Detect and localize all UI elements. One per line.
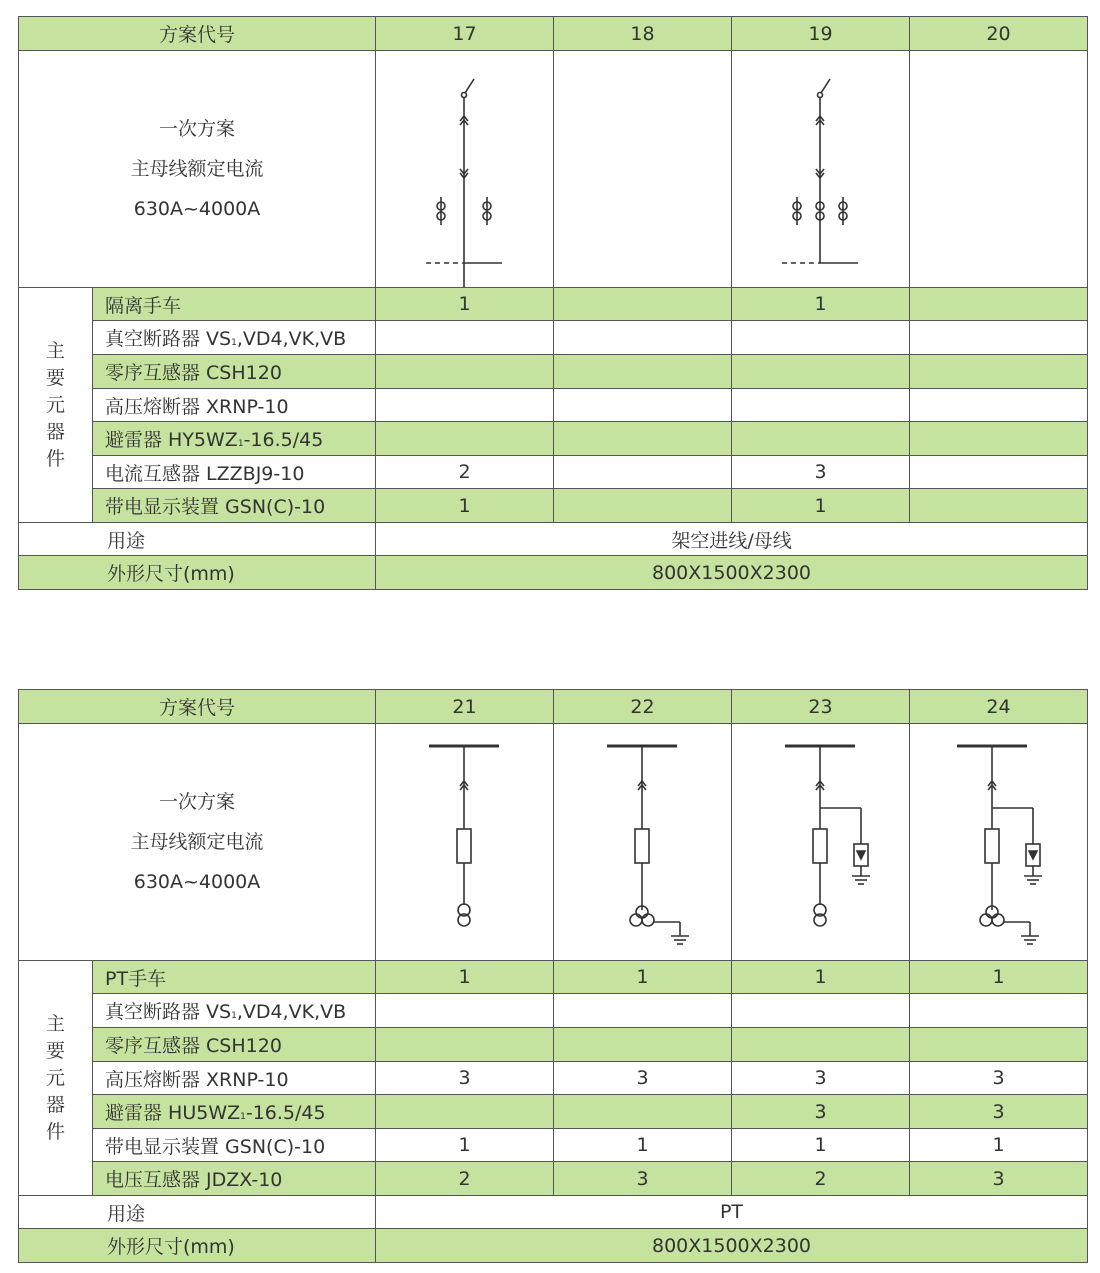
component-row xyxy=(19,1028,1088,1062)
diagram-23 xyxy=(732,724,910,961)
component-value xyxy=(732,422,910,456)
component-value: 1 xyxy=(910,961,1088,994)
component-value xyxy=(554,1095,732,1129)
usage-row xyxy=(19,523,1088,556)
diagram-label-line: 主母线额定电流 xyxy=(130,831,264,853)
diagram-22 xyxy=(554,724,732,961)
component-value: 1 xyxy=(732,961,910,994)
scheme-number: 21 xyxy=(376,690,554,724)
size-value: 800X1500X2300 xyxy=(376,556,1088,590)
component-value: 1 xyxy=(376,489,554,523)
component-value: 2 xyxy=(376,456,554,489)
component-name: 带电显示装置 GSN(C)-10 xyxy=(93,489,376,523)
component-value: 2 xyxy=(376,1162,554,1196)
diagram-17 xyxy=(376,51,554,288)
component-name: 高压熔断器 XRNP-10 xyxy=(93,389,376,422)
component-value xyxy=(910,422,1088,456)
component-value xyxy=(376,1028,554,1062)
diagram-label-line: 630A~4000A xyxy=(133,871,261,893)
component-value xyxy=(554,1028,732,1062)
diagram-label-line: 一次方案 xyxy=(159,118,236,140)
diagram-21 xyxy=(376,724,554,961)
component-value: 1 xyxy=(732,1129,910,1162)
component-name: 真空断路器 VS1,VD4,VK,VB xyxy=(93,321,376,355)
usage-value: PT xyxy=(376,1196,1088,1229)
scheme-number: 22 xyxy=(554,690,732,724)
component-value: 1 xyxy=(910,1129,1088,1162)
component-value: 1 xyxy=(554,1129,732,1162)
component-name: 真空断路器 VS1,VD4,VK,VB xyxy=(93,994,376,1028)
header-row xyxy=(19,17,1088,51)
size-value: 800X1500X2300 xyxy=(376,1229,1088,1263)
component-value xyxy=(910,1028,1088,1062)
usage-row xyxy=(19,1196,1088,1229)
component-value xyxy=(910,355,1088,389)
component-row xyxy=(19,422,1088,456)
category-label: 主 要 元 器 件 xyxy=(19,961,93,1196)
usage-label: 用途 xyxy=(19,523,376,556)
component-value xyxy=(554,288,732,321)
isolation-trolley-ct2-diagram xyxy=(376,51,554,287)
component-name: 避雷器 HU5WZ1-16.5/45 xyxy=(93,1095,376,1129)
component-value xyxy=(554,389,732,422)
component-value: 3 xyxy=(554,1162,732,1196)
component-row xyxy=(19,961,1088,994)
component-value xyxy=(732,994,910,1028)
diagram-label-line: 630A~4000A xyxy=(133,198,261,220)
scheme-number: 19 xyxy=(732,17,910,51)
diagram-label xyxy=(19,724,376,961)
component-row xyxy=(19,389,1088,422)
component-value xyxy=(910,994,1088,1028)
component-row xyxy=(19,456,1088,489)
component-value: 3 xyxy=(910,1062,1088,1095)
component-row xyxy=(19,1129,1088,1162)
diagram-row xyxy=(19,51,1088,288)
component-value: 1 xyxy=(376,1129,554,1162)
pt-arrester-three-winding-diagram xyxy=(910,724,1088,960)
component-value xyxy=(732,389,910,422)
usage-label: 用途 xyxy=(19,1196,376,1229)
header-row xyxy=(19,690,1088,724)
component-value xyxy=(732,321,910,355)
component-row xyxy=(19,288,1088,321)
component-value xyxy=(910,321,1088,355)
component-name: 避雷器 HY5WZ1-16.5/45 xyxy=(93,422,376,456)
component-value: 3 xyxy=(376,1062,554,1095)
size-row xyxy=(19,556,1088,590)
diagram-label xyxy=(19,51,376,288)
component-name: 高压熔断器 XRNP-10 xyxy=(93,1062,376,1095)
component-value xyxy=(376,422,554,456)
diagram-24 xyxy=(910,724,1088,961)
header-label: 方案代号 xyxy=(19,17,376,51)
diagram-row xyxy=(19,724,1088,961)
pt-three-winding-diagram xyxy=(554,724,732,960)
size-label: 外形尺寸(mm) xyxy=(19,556,376,590)
scheme-number: 17 xyxy=(376,17,554,51)
component-name: 电流互感器 LZZBJ9-10 xyxy=(93,456,376,489)
component-value xyxy=(554,994,732,1028)
component-name: PT手车 xyxy=(93,961,376,994)
diagram-20 xyxy=(910,51,1088,288)
component-value: 1 xyxy=(732,288,910,321)
size-label: 外形尺寸(mm) xyxy=(19,1229,376,1263)
component-value xyxy=(376,389,554,422)
isolation-trolley-ct3-diagram xyxy=(732,51,910,287)
size-row xyxy=(19,1229,1088,1263)
component-value xyxy=(732,355,910,389)
component-value xyxy=(554,321,732,355)
component-value xyxy=(376,1095,554,1129)
component-value: 3 xyxy=(732,1095,910,1129)
pt-arrester-two-winding-diagram xyxy=(732,724,910,960)
component-value xyxy=(732,1028,910,1062)
component-value: 3 xyxy=(554,1062,732,1095)
component-name: 隔离手车 xyxy=(93,288,376,321)
component-value xyxy=(376,355,554,389)
component-value xyxy=(910,489,1088,523)
component-row xyxy=(19,489,1088,523)
component-value xyxy=(554,355,732,389)
header-label: 方案代号 xyxy=(19,690,376,724)
scheme-number: 24 xyxy=(910,690,1088,724)
component-value xyxy=(910,456,1088,489)
scheme-number: 18 xyxy=(554,17,732,51)
component-value xyxy=(554,489,732,523)
scheme-table-1 xyxy=(18,16,1088,590)
component-name: 零序互感器 CSH120 xyxy=(93,1028,376,1062)
scheme-table-2 xyxy=(18,689,1088,1263)
pt-two-winding-diagram xyxy=(376,724,554,960)
component-value: 3 xyxy=(910,1095,1088,1129)
component-row xyxy=(19,1162,1088,1196)
component-name: 电压互感器 JDZX-10 xyxy=(93,1162,376,1196)
component-row xyxy=(19,1062,1088,1095)
usage-value: 架空进线/母线 xyxy=(376,523,1088,556)
component-value: 3 xyxy=(732,1062,910,1095)
component-row xyxy=(19,1095,1088,1129)
diagram-label-line: 一次方案 xyxy=(159,791,236,813)
component-value xyxy=(910,389,1088,422)
component-value: 3 xyxy=(732,456,910,489)
category-label: 主 要 元 器 件 xyxy=(19,288,93,523)
component-value xyxy=(376,321,554,355)
diagram-label-line: 主母线额定电流 xyxy=(130,158,264,180)
component-value: 1 xyxy=(732,489,910,523)
component-value: 2 xyxy=(732,1162,910,1196)
component-value: 3 xyxy=(910,1162,1088,1196)
component-value xyxy=(376,994,554,1028)
diagram-19 xyxy=(732,51,910,288)
component-value: 1 xyxy=(554,961,732,994)
component-name: 零序互感器 CSH120 xyxy=(93,355,376,389)
component-row xyxy=(19,321,1088,355)
component-name: 带电显示装置 GSN(C)-10 xyxy=(93,1129,376,1162)
component-row xyxy=(19,994,1088,1028)
component-value xyxy=(910,288,1088,321)
scheme-number: 23 xyxy=(732,690,910,724)
component-value: 1 xyxy=(376,288,554,321)
scheme-number: 20 xyxy=(910,17,1088,51)
component-value: 1 xyxy=(376,961,554,994)
component-value xyxy=(554,456,732,489)
component-row xyxy=(19,355,1088,389)
diagram-18 xyxy=(554,51,732,288)
component-value xyxy=(554,422,732,456)
